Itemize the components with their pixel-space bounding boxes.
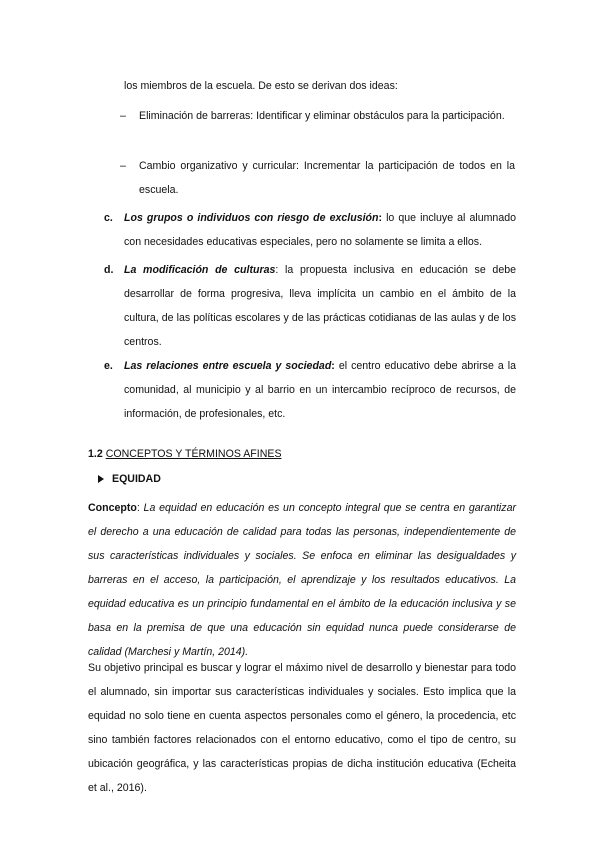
list-item-title: La modificación de culturas bbox=[124, 264, 276, 276]
concept-label: Concepto bbox=[88, 502, 137, 514]
section-number: 1.2 bbox=[88, 448, 103, 460]
intro-line: los miembros de la escuela. De esto se derivan dos ideas: bbox=[124, 80, 398, 92]
list-letter: d. bbox=[104, 264, 114, 276]
list-item-sep: : bbox=[378, 212, 383, 224]
list-item bbox=[124, 258, 516, 354]
list-item bbox=[124, 206, 516, 254]
concept-sep: : bbox=[136, 502, 140, 514]
arrow-bullet-icon bbox=[98, 475, 104, 483]
list-letter: e. bbox=[104, 360, 113, 372]
list-item-title: Los grupos o individuos con riesgo de exclusión bbox=[124, 212, 379, 224]
bullet-marker: – bbox=[120, 160, 126, 172]
list-item-sep: : bbox=[331, 360, 335, 372]
section-heading bbox=[88, 442, 508, 466]
list-item-title: Las relaciones entre escuela y sociedad bbox=[124, 360, 332, 372]
concept-text: La equidad en educación es un concepto integral que se centra en garantizar el derecho a una educación de calidad para todas las personas, independientemente de sus características individuales y sociales. Se enfoca en eliminar las desigualdades y barreras en el acceso, la participación, el aprendizaje y los resultados educativos. La equidad educativa es un principio fundamental en el ámbito de la educación inclusiva y se basa en la premisa de que una educación sin equidad nunca puede considerarse de calidad (Marchesi y Martín, 2014). bbox=[88, 502, 516, 658]
subheading-text: EQUIDAD bbox=[112, 473, 161, 485]
subheading bbox=[98, 467, 398, 491]
section-title: CONCEPTOS Y TÉRMINOS AFINES bbox=[105, 448, 282, 460]
bullet-item: Eliminación de barreras: Identificar y eliminar obstáculos para la participación. bbox=[139, 110, 505, 122]
list-item bbox=[124, 354, 516, 426]
list-item-text: el centro educativo debe abrirse a la comunidad, al municipio y al barrio en un intercambio recíproco de recursos, de información, de profesionales, etc. bbox=[124, 360, 516, 420]
list-item-text: lo que incluye al alumnado con necesidades educativas especiales, pero no solamente se limita a ellos. bbox=[124, 212, 517, 248]
body-paragraph: Su objetivo principal es buscar y lograr el máximo nivel de desarrollo y bienestar para todo el alumnado, sin importar sus características individuales y sociales. Esto implica que la equidad no solo tiene en cuenta aspectos personales como el género, la procedencia, etc sino también factores relacionados con el entorno educativo, como el tipo de centro, su ubicación geográfica, y las características propias de dicha institución educativa (Echeita et al., 2016). bbox=[88, 662, 516, 794]
concept-paragraph bbox=[88, 496, 516, 664]
list-item-text: la propuesta inclusiva en educación se debe desarrollar de forma progresiva, lleva implícita un cambio en el ámbito de la cultura, de las políticas escolares y de las prácticas cotidianas de las aulas y de los centros. bbox=[124, 264, 516, 348]
list-item-sep: : bbox=[275, 264, 279, 276]
bullet-marker: – bbox=[120, 110, 126, 122]
list-letter: c. bbox=[104, 212, 113, 224]
bullet-item: Cambio organizativo y curricular: Incrementar la participación de todos en la escuela. bbox=[139, 160, 515, 196]
